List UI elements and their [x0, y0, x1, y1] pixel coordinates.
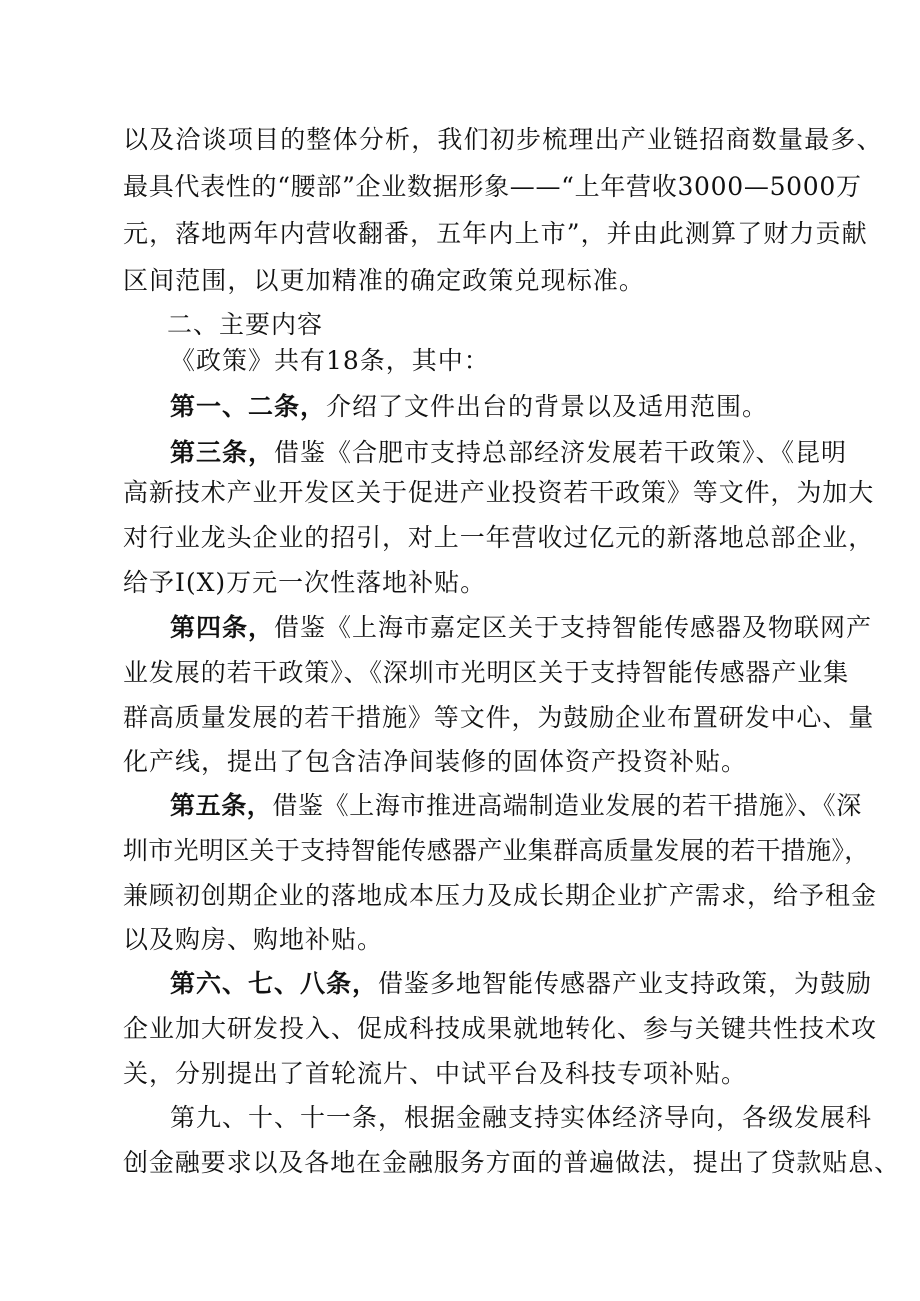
clause-text: 借鉴《上海市推进高端制造业发展的若干措施》、《深 — [272, 791, 862, 820]
text-line: 区间范围，以更加精准的确定政策兑现标准。 — [123, 266, 646, 295]
text-line: 对行业龙头企业的招引，对上一年营收过亿元的新落地总部企业， — [123, 523, 875, 552]
paragraph-line — [0, 967, 920, 1003]
paragraph-line — [0, 789, 920, 825]
text-line: 圳市光明区关于支持智能传感器产业集群高质量发展的若干措施》， — [123, 836, 870, 865]
clause-label: 第三条， — [170, 438, 275, 467]
text-line: 群高质量发展的若干措施》等文件，为鼓励企业布置研发中心、量 — [123, 703, 875, 732]
clause-label: 第五条， — [170, 791, 273, 820]
text-line: 兼顾初创期企业的落地成本压力及成长期企业扩产需求，给予租金 — [123, 881, 878, 910]
text-line: 企业加大研发投入、促成科技成果就地转化、参与关键共性技术攻 — [123, 1014, 878, 1043]
text-line: 以及洽谈项目的整体分析，我们初步梳理出产业链招商数量最多、 — [123, 125, 883, 154]
paragraph-line: 第九、十、十一条，根据金融支持实体经济导向，各级发展科 — [170, 1103, 873, 1132]
clause-text: 借鉴《合肥市支持总部经济发展若干政策》、《昆明 — [274, 438, 848, 467]
paragraph-line — [0, 390, 920, 426]
text-line: 元，落地两年内营收翻番，五年内上市”，并由此测算了财力贡献 — [123, 219, 868, 248]
paragraph-line — [0, 436, 920, 472]
clause-text: 借鉴《上海市嘉定区关于支持智能传感器及物联网产 — [274, 613, 873, 642]
clause-label: 第四条， — [170, 613, 275, 642]
text-line: 化产线，提出了包含洁净间装修的固体资产投资补贴。 — [123, 747, 748, 776]
section-heading: 二、主要内容 — [167, 310, 324, 339]
text-line: 高新技术产业开发区关于促进产业投资若干政策》等文件，为加大 — [123, 478, 875, 507]
text-line: 业发展的若干政策》、《深圳市光明区关于支持智能传感器产业集 — [123, 658, 850, 687]
clause-label: 第一、二条， — [170, 392, 327, 421]
text-line: 给予I(X)万元一次性落地补贴。 — [123, 568, 487, 597]
clause-label: 第六、七、八条， — [170, 969, 379, 998]
clause-text: 借鉴多地智能传感器产业支持政策，为鼓励 — [378, 969, 873, 998]
intro-line: 《政策》共有18条，其中： — [170, 346, 490, 375]
text-line: 关，分别提出了首轮流片、中试平台及科技专项补贴。 — [123, 1059, 748, 1088]
text-line: 最具代表性的“腰部”企业数据形象——“上年营收3000—5000万 — [123, 172, 862, 201]
clause-text: 介绍了文件出台的背景以及适用范围。 — [326, 392, 769, 421]
paragraph-line — [0, 611, 920, 647]
text-line: 创金融要求以及各地在金融服务方面的普遍做法，提出了贷款贴息、 — [123, 1148, 901, 1177]
text-line: 以及购房、购地补贴。 — [123, 925, 384, 954]
